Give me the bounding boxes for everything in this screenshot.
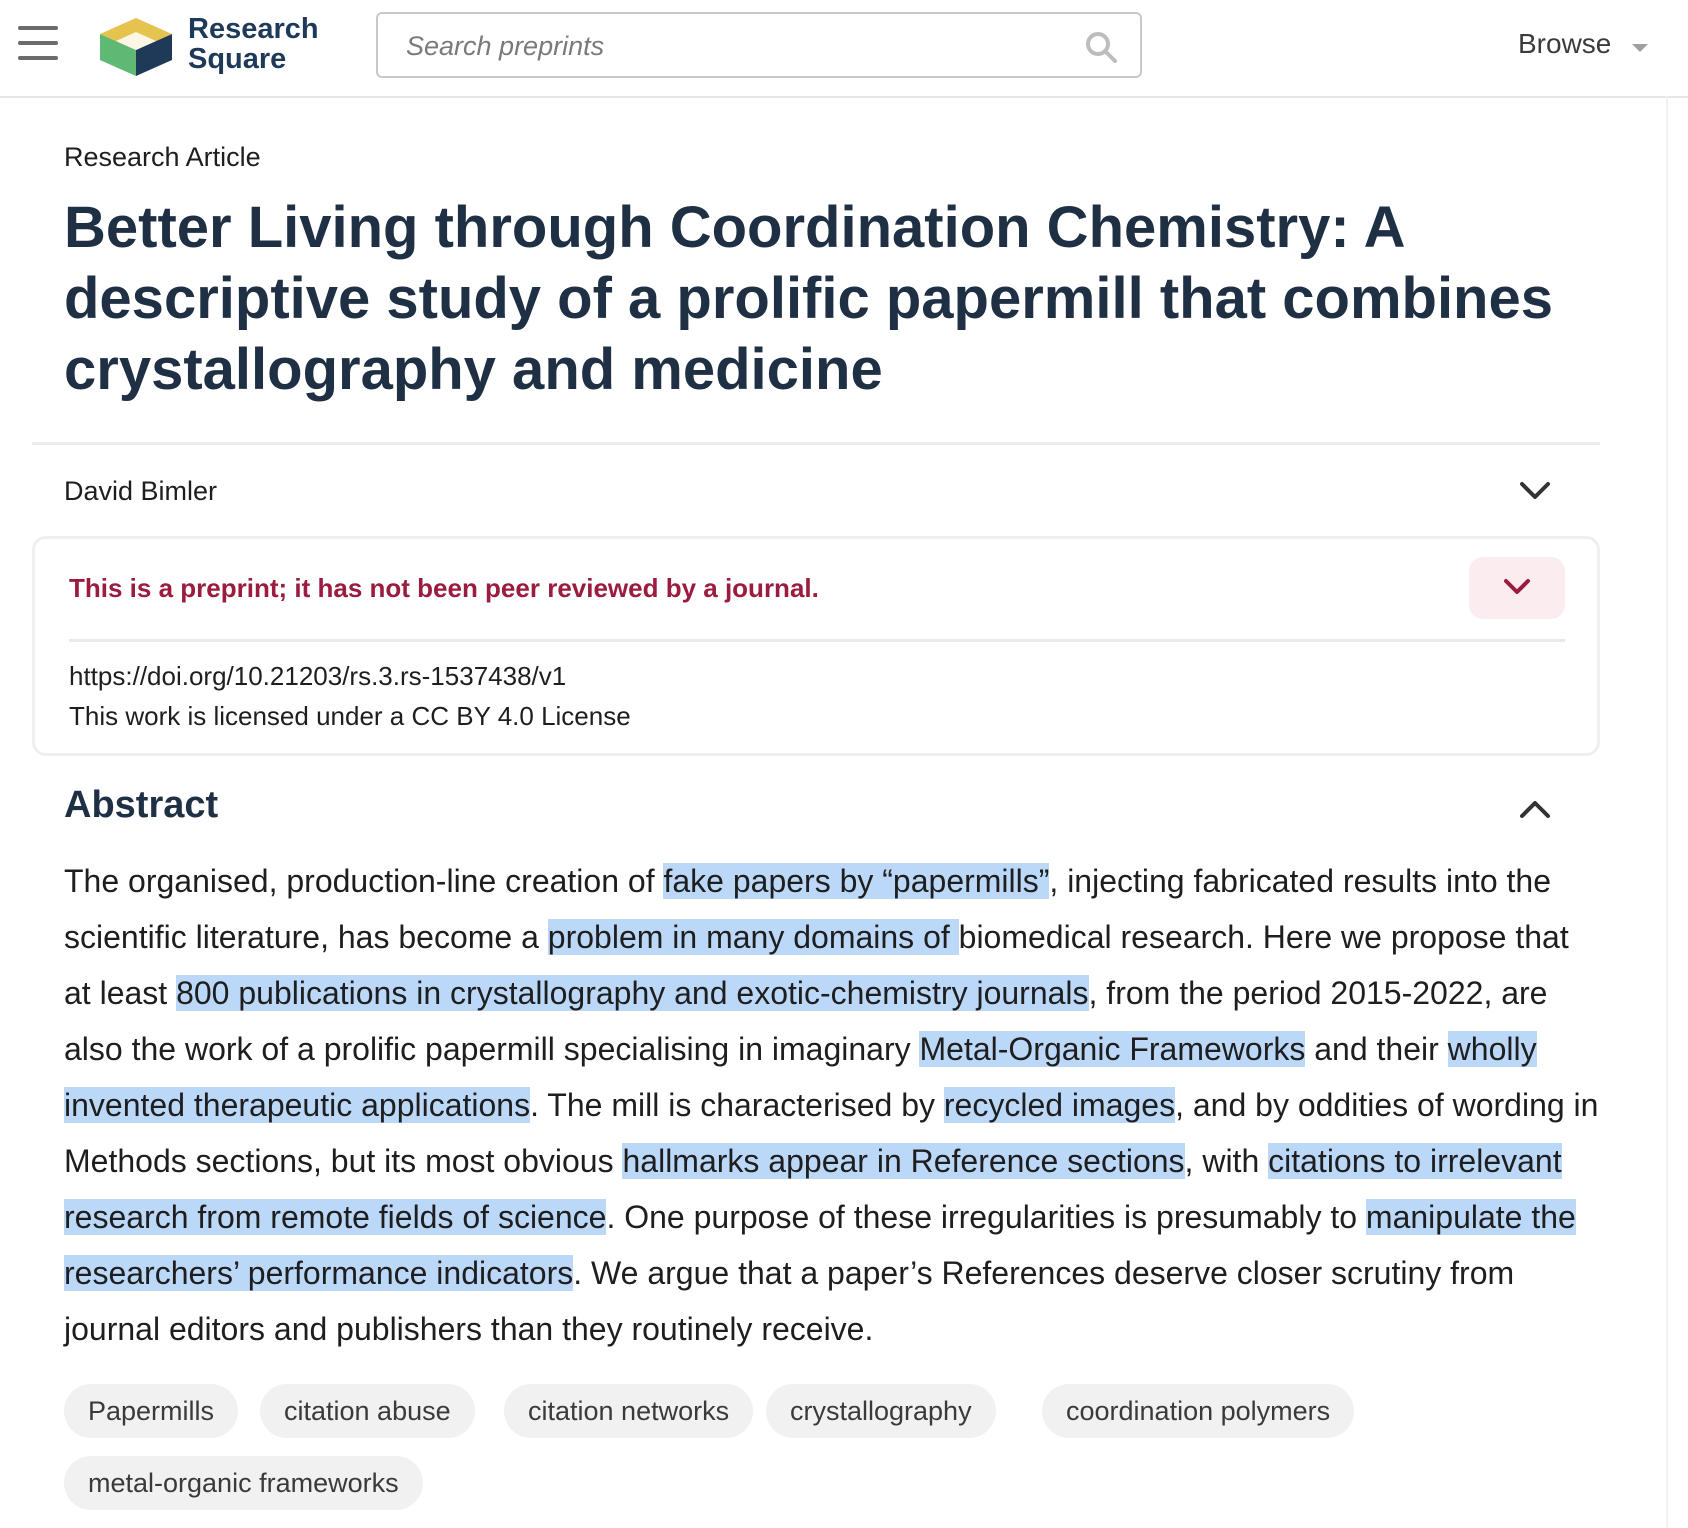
chevron-down-icon [1503, 577, 1531, 597]
preprint-info-box [32, 536, 1600, 756]
highlighted-phrase[interactable]: recycled images [943, 1087, 1176, 1123]
author-name[interactable]: David Bimler [64, 476, 218, 506]
search-box [376, 12, 1142, 78]
highlighted-phrase[interactable]: problem in many domains of [547, 919, 959, 955]
abstract-text-segment: , injecting fabricated results into the scientific literature, has become a [64, 863, 1552, 955]
logo-mark-icon [96, 14, 176, 78]
divider [32, 442, 1600, 445]
chevron-down-icon[interactable] [1518, 478, 1552, 504]
keyword-tag[interactable]: crystallography [766, 1384, 996, 1438]
license-text: This work is licensed under a CC BY 4.0 License [69, 701, 631, 731]
highlighted-phrase[interactable]: Metal-Organic Frameworks [919, 1031, 1306, 1067]
logo-text-line2: Square [188, 43, 287, 75]
preprint-expand-button[interactable] [1469, 557, 1565, 619]
hamburger-icon[interactable] [18, 26, 58, 62]
abstract-text-segment: . The mill is characterised by [530, 1087, 944, 1123]
preprint-notice: This is a preprint; it has not been peer reviewed by a journal. [69, 573, 819, 603]
chevron-up-icon[interactable] [1518, 796, 1552, 822]
doi-link[interactable]: https://doi.org/10.21203/rs.3.rs-1537438/v1 [69, 661, 567, 691]
logo-text-line1: Research [188, 13, 319, 45]
highlighted-phrase[interactable]: wholly invented therapeutic applications [64, 1031, 1537, 1123]
article-title: Better Living through Coordination Chemistry: A descriptive study of a prolific papermill that combines crystallography and medicine [64, 195, 1553, 402]
abstract-heading[interactable]: Abstract [64, 784, 219, 826]
research-square-logo[interactable] [96, 14, 326, 78]
keyword-tag[interactable]: metal-organic frameworks [64, 1456, 423, 1510]
page-edge-divider [1666, 96, 1668, 1528]
abstract-text-segment: . We argue that a paper’s References deserve closer scrutiny from journal editors and publishers than they routinely receive. [64, 1255, 1515, 1347]
highlighted-phrase[interactable]: manipulate the researchers’ performance indicators [64, 1199, 1576, 1291]
search-icon[interactable] [1084, 30, 1118, 64]
highlighted-phrase[interactable]: hallmarks appear in Reference sections [622, 1143, 1185, 1179]
top-navigation-bar [0, 0, 1688, 98]
keyword-tag[interactable]: citation networks [504, 1384, 753, 1438]
abstract-body [64, 853, 1604, 1357]
abstract-text-segment: , and by oddities of wording in Methods sections, but its most obvious [64, 1087, 1599, 1179]
abstract-text-segment: , with [1184, 1143, 1269, 1179]
article-type: Research Article [64, 142, 261, 172]
caret-down-icon[interactable] [1632, 44, 1648, 52]
highlighted-phrase[interactable]: 800 publications in crystallography and exotic-chemistry journals [176, 975, 1089, 1011]
search-input[interactable] [404, 28, 1048, 64]
abstract-text-segment: , from the period 2015-2022, are also the work of a prolific papermill specialising in imaginary [64, 975, 1548, 1067]
highlighted-phrase[interactable]: citations to irrelevant research from remote fields of science [64, 1143, 1562, 1235]
keyword-tag[interactable]: citation abuse [260, 1384, 475, 1438]
highlighted-phrase[interactable]: fake papers by “papermills” [663, 863, 1050, 899]
keyword-tag[interactable]: coordination polymers [1042, 1384, 1354, 1438]
abstract-text-segment: biomedical research. Here we propose that at least [64, 919, 1569, 1011]
abstract-text-segment: . One purpose of these irregularities is presumably to [606, 1199, 1366, 1235]
divider [69, 639, 1565, 642]
abstract-text-segment: The organised, production-line creation of [64, 863, 664, 899]
abstract-text-segment: and their [1305, 1031, 1448, 1067]
browse-menu[interactable]: Browse [1518, 28, 1612, 59]
logo-text [188, 14, 319, 74]
keyword-tag[interactable]: Papermills [64, 1384, 238, 1438]
